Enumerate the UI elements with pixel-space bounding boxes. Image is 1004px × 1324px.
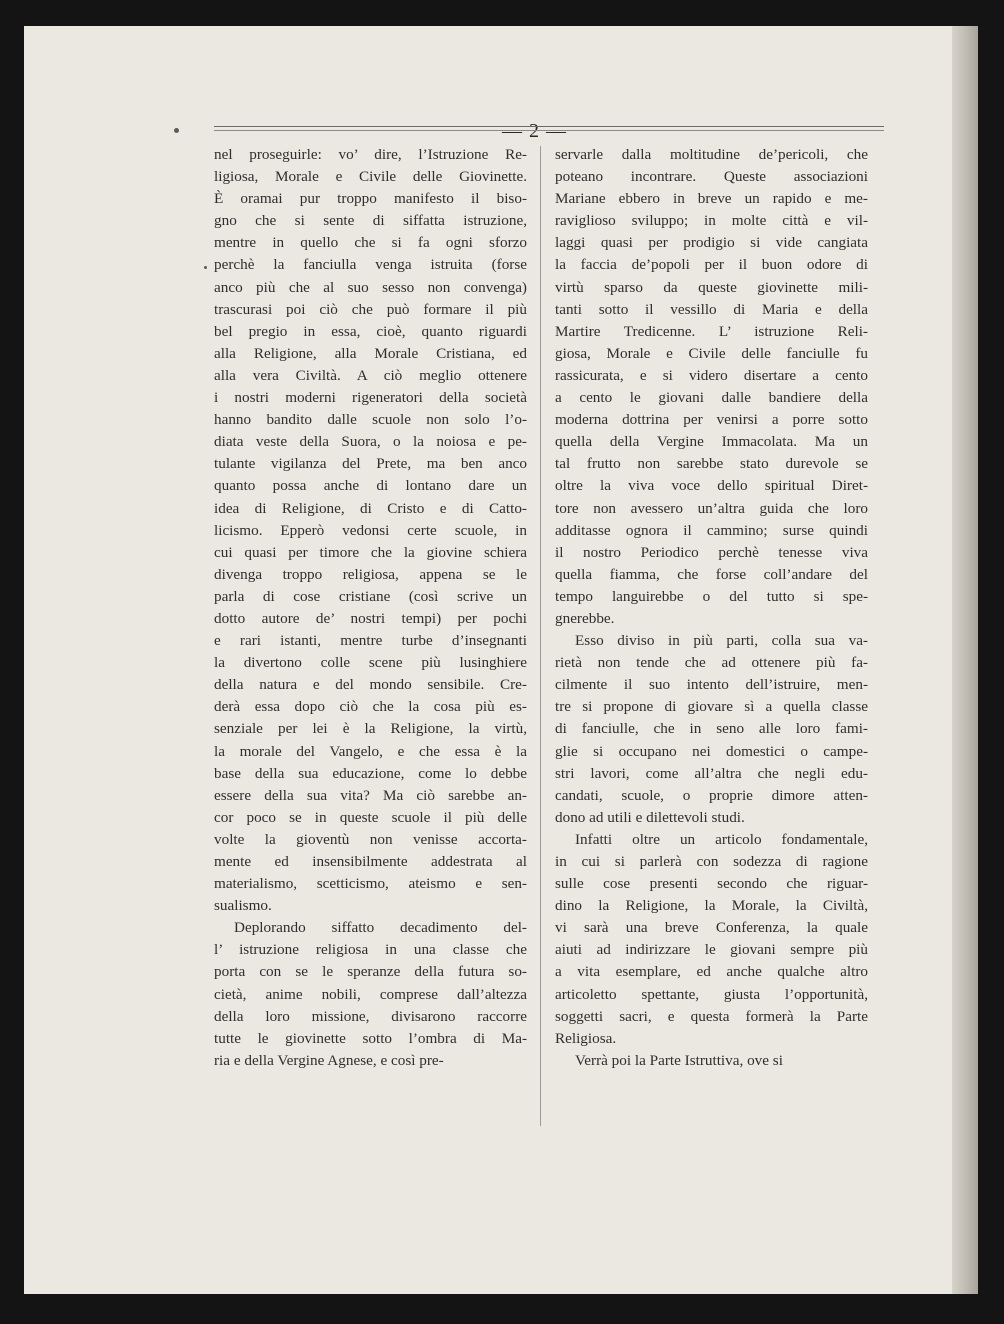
text-line: Religiosa. [555,1029,617,1047]
text-line: tulante vigilanza del Prete, ma ben anco [214,455,527,473]
text-line: trascurasi poi ciò che può formare il più [214,300,527,318]
text-line: la divertono colle scene più lusinghiere [214,654,527,672]
text-line: quella fiamma, che forse coll’andare del [555,565,868,583]
text-line: dono ad utili e dilettevoli studi. [555,808,745,826]
text-line: cor poco se in queste scuole il più delle [214,808,527,826]
text-line: dino la Religione, la Morale, la Civiltà, [555,897,868,915]
text-line: i nostri moderni rigeneratori della società [214,389,527,407]
text-line: tre si propone di giovare sì a quella classe [555,698,868,716]
text-line: base della sua educazione, come lo debbe [214,764,527,782]
text-line: la faccia de’popoli per il buon odore di [555,256,868,274]
text-line: Deplorando siffatto decadimento del- [234,919,527,937]
text-line: tanti sotto il vessillo di Maria e della [555,300,868,318]
text-line: alla vera Civiltà. A ciò meglio ottenere [214,366,527,384]
text-line: stri lavori, come all’altra che negli edu- [555,764,868,782]
text-line: aiuti ad indirizzare le giovani sempre più [555,941,868,959]
text-line: perchè la fanciulla venga istruita (forse [214,256,527,274]
header-rule-secondary [214,130,884,131]
text-line: sualismo. [214,897,272,915]
text-line: tempo languirebbe o del tutto si spe- [555,587,868,605]
text-line: della natura e del mondo sensibile. Cre- [214,676,527,694]
text-line: divenga troppo religiosa, appena se le [214,565,527,583]
text-line: di fanciulle, che in seno alle loro fami- [555,720,868,738]
text-line: licismo. Epperò vedonsi certe scuole, in [214,521,527,539]
text-line: sulle cose presenti secondo che riguar- [555,875,868,893]
text-line: gno che si sente di siffatta istruzione, [214,212,527,230]
text-line: mente ed insensibilmente addestrata al [214,853,527,870]
text-line: cilmente il suo intento dell’istruire, men- [555,676,868,694]
text-line: hanno bandito dalle scuole non solo l’o- [214,411,527,429]
text-line: anco più che al suo sesso non convenga) [214,278,527,296]
text-line: il nostro Periodico perchè tenesse viva [555,543,868,561]
text-line: e rari istanti, mentre turbe d’insegnanti [214,632,527,650]
text-line: rietà non tende che ad ottenere più fa- [555,654,868,672]
text-line: parla di cose cristiane (così scrive un [214,587,527,605]
text-line: virtù sparso da queste giovinette mili- [555,278,868,296]
text-line: oltre la viva voce dello spiritual Diret- [555,477,868,495]
text-line: idea di Religione, di Cristo e di Catto- [214,499,527,517]
text-line: additasse ognora il cammino; surse quindi [555,521,868,539]
text-line: derà essa dopo ciò che la cosa più es- [214,698,527,716]
text-line: a vita esemplare, ed anche qualche altro [555,963,868,981]
text-line: in cui si parlerà con sodezza di ragione [555,853,868,870]
text-line: È oramai pur troppo manifesto il biso- [214,190,527,208]
text-line: bel pregio in essa, cioè, quanto riguardi [214,322,527,340]
text-line: Esso diviso in più parti, colla sua va- [575,632,868,650]
text-line: vi sarà una breve Conferenza, la quale [555,919,868,937]
text-line: laggi quasi per prodigio si vide cangiata [555,234,868,252]
text-line: articoletto spettante, giusta l’opportunità, [555,985,868,1003]
text-line: quella della Vergine Immacolata. Ma un [555,433,868,451]
ink-speck [204,266,207,269]
text-line: porta con se le speranze della futura so- [214,963,527,981]
page-number: — 2 — [502,120,567,142]
text-line: rassicurata, e si videro disertare a cento [555,366,868,384]
text-line: soggetti sacri, e questa formerà la Parte [555,1007,868,1025]
document-page [24,26,976,1294]
text-line: diata veste della Suora, o la noiosa e pe- [214,433,527,451]
text-line: nel proseguirle: vo’ dire, l’Istruzione Re- [214,146,527,163]
text-line: servarle dalla moltitudine de’pericoli, che [555,146,868,163]
text-line: cui quasi per timore che la giovine schiera [214,543,527,561]
text-line: materialismo, scetticismo, ateismo e sen- [214,875,527,893]
text-line: poteano incontrare. Queste associazioni [555,168,868,186]
text-line: della loro missione, divisarono raccorre [214,1007,527,1025]
text-line: Infatti oltre un articolo fondamentale, [575,830,868,848]
text-line: moderna dottrina per venirsi a porre sotto [555,411,868,429]
text-line: giosa, Morale e Civile delle fanciulle fu [555,344,868,362]
text-line: gnerebbe. [555,609,615,627]
text-line: cietà, anime nobili, comprese dall’altezza [214,985,527,1003]
text-line: Martire Tredicenne. L’ istruzione Reli- [555,322,868,340]
text-line: la morale del Vangelo, e che essa è la [214,742,527,760]
ink-speck [174,128,179,133]
text-line: mentre in quello che si fa ogni sforzo [214,234,527,252]
text-line: Mariane ebbero in breve un rapido e me- [555,190,868,208]
text-column-right [555,144,868,1072]
text-line: raviglioso sviluppo; in molte città e vil- [555,212,868,230]
text-line: l’ istruzione religiosa in una classe che [214,941,527,959]
text-column-left [214,144,527,1072]
page-edge [952,26,978,1294]
text-line: tore non avessero un’altra guida che loro [555,499,868,517]
text-line: ligiosa, Morale e Civile delle Giovinette. [214,168,527,186]
text-line: tal frutto non sarebbe stato durevole se [555,455,868,473]
text-line: a cento le giovani dalle bandiere della [555,389,868,407]
text-line: dotto autore de’ nostri tempi) per pochi [214,609,527,627]
text-line: candati, scuole, o proprie dimore atten- [555,786,868,804]
text-line: tutte le giovinette sotto l’ombra di Ma- [214,1029,527,1047]
text-line: ria e della Vergine Agnese, e così pre- [214,1051,444,1069]
text-line: volte la gioventù non venisse accorta- [214,830,527,848]
text-line: Verrà poi la Parte Istruttiva, ove si [575,1051,783,1069]
text-line: alla Religione, alla Morale Cristiana, ed [214,344,527,362]
text-line: quanto possa anche di lontano dare un [214,477,527,495]
text-line: glie si occupano nei domestici o campe- [555,742,868,760]
text-line: essere della sua vita? Ma ciò sarebbe an- [214,786,527,804]
column-divider [540,146,541,1126]
header-rule [214,126,884,127]
text-line: senziale per lei è la Religione, la virtù, [214,720,527,738]
